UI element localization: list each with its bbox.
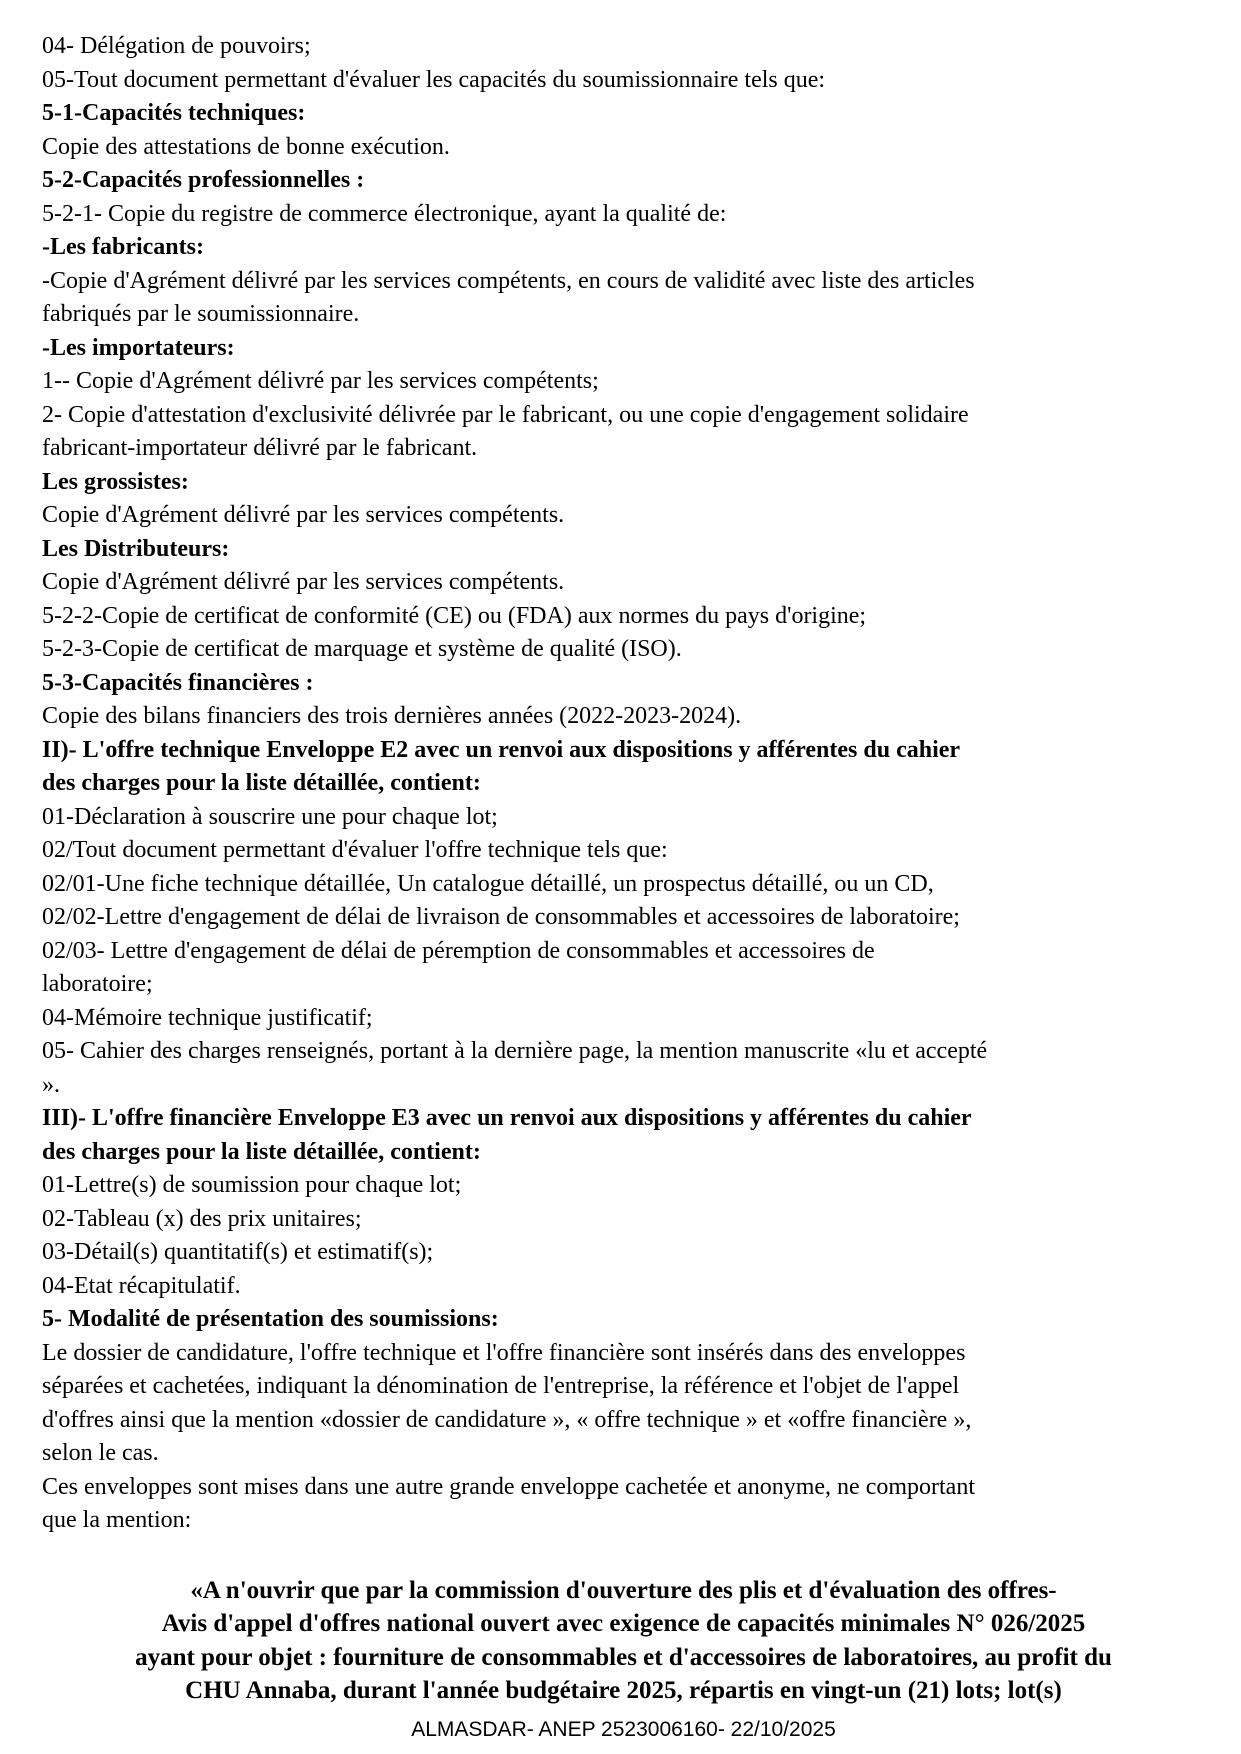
document-line: 1-- Copie d'Agrément délivré par les services compétents; bbox=[42, 368, 599, 394]
document-line: 05-Tout document permettant d'évaluer les capacités du soumissionnaire tels que: bbox=[42, 66, 826, 93]
document-line: -Les importateurs: bbox=[42, 334, 235, 361]
document-line: -Les fabricants: bbox=[42, 234, 204, 260]
document-line: 04- Délégation de pouvoirs; bbox=[42, 33, 311, 59]
document-line: 02/Tout document permettant d'évaluer l'offre technique tels que: bbox=[42, 837, 668, 863]
document-line: d'offres ainsi que la mention «dossier de candidature », « offre technique » et «offre financière », bbox=[42, 1406, 972, 1433]
notice-line: Avis d'appel d'offres national ouvert avec exigence de capacités minimales N° 026/2025 bbox=[161, 1610, 1086, 1637]
document-line: 04-Etat récapitulatif. bbox=[42, 1272, 241, 1299]
document-line: 5-2-1- Copie du registre de commerce électronique, ayant la qualité de: bbox=[42, 200, 727, 227]
document-line: Ces enveloppes sont mises dans une autre grande enveloppe cachetée et anonyme, ne comportant bbox=[42, 1473, 975, 1500]
document-line: ». bbox=[42, 1071, 60, 1098]
document-line: II)- L'offre technique Enveloppe E2 avec un renvoi aux dispositions y afférentes du cahier bbox=[42, 736, 961, 763]
document-line: 01-Déclaration à souscrire une pour chaque lot; bbox=[42, 803, 498, 830]
document-line: 2- Copie d'attestation d'exclusivité délivrée par le fabricant, ou une copie d'engagement solidaire bbox=[42, 401, 969, 428]
document-line: Les grossistes: bbox=[42, 468, 189, 495]
document-line: fabricant-importateur délivré par le fabricant. bbox=[42, 435, 478, 461]
document-line: 02-Tableau (x) des prix unitaires; bbox=[42, 1205, 362, 1232]
document-line: Les Distributeurs: bbox=[42, 535, 230, 562]
document-line: 04-Mémoire technique justificatif; bbox=[42, 1004, 373, 1031]
document-line: 01-Lettre(s) de soumission pour chaque lot; bbox=[42, 1172, 462, 1198]
document-body bbox=[42, 30, 1205, 1538]
document-line: Copie des attestations de bonne exécution. bbox=[42, 133, 450, 160]
document-line: des charges pour la liste détaillée, contient: bbox=[42, 770, 481, 796]
document-line: laboratoire; bbox=[42, 971, 153, 997]
document-line: séparées et cachetées, indiquant la dénomination de l'entreprise, la référence et l'objet de l'appel bbox=[42, 1373, 960, 1399]
document-line: fabriqués par le soumissionnaire. bbox=[42, 301, 360, 327]
footer-credit: ALMASDAR- ANEP 2523006160- 22/10/2025 bbox=[411, 1717, 836, 1741]
document-line: 02/02-Lettre d'engagement de délai de livraison de consommables et accessoires de laboratoire; bbox=[42, 904, 960, 930]
document-line: des charges pour la liste détaillée, contient: bbox=[42, 1138, 481, 1165]
document-line: Copie des bilans financiers des trois dernières années (2022-2023-2024). bbox=[42, 703, 742, 729]
document-line: 5-1-Capacités techniques: bbox=[42, 100, 306, 126]
document-line: 03-Détail(s) quantitatif(s) et estimatif(s); bbox=[42, 1239, 434, 1265]
document-line: 5-2-2-Copie de certificat de conformité (CE) ou (FDA) aux normes du pays d'origine; bbox=[42, 602, 867, 629]
document-line: Copie d'Agrément délivré par les services compétents. bbox=[42, 569, 565, 595]
notice-line: «A n'ouvrir que par la commission d'ouverture des plis et d'évaluation des offres- bbox=[190, 1576, 1057, 1604]
document-line: -Copie d'Agrément délivré par les services compétents, en cours de validité avec liste des articles bbox=[42, 267, 975, 294]
document-line: 05- Cahier des charges renseignés, portant à la dernière page, la mention manuscrite «lu et accepté bbox=[42, 1038, 988, 1064]
document-line: que la mention: bbox=[42, 1507, 192, 1533]
notice-line: CHU Annaba, durant l'année budgétaire 2025, répartis en vingt-un (21) lots; lot(s) bbox=[185, 1677, 1062, 1704]
document-line: 5-2-3-Copie de certificat de marquage et système de qualité (ISO). bbox=[42, 636, 682, 662]
document-line: Le dossier de candidature, l'offre technique et l'offre financière sont insérés dans des enveloppes bbox=[42, 1339, 966, 1366]
document-line: III)- L'offre financière Enveloppe E3 avec un renvoi aux dispositions y afférentes du cahier bbox=[42, 1105, 972, 1131]
document-line: 5-3-Capacités financières : bbox=[42, 669, 314, 696]
document-line: 02/03- Lettre d'engagement de délai de péremption de consommables et accessoires de bbox=[42, 937, 875, 964]
notice-block bbox=[42, 1574, 1205, 1708]
notice-line: ayant pour objet : fourniture de consommables et d'accessoires de laboratoires, au profit du bbox=[135, 1643, 1112, 1671]
document-line: Copie d'Agrément délivré par les services compétents. bbox=[42, 502, 565, 528]
document-line: 02/01-Une fiche technique détaillée, Un catalogue détaillé, un prospectus détaillé, ou un CD, bbox=[42, 870, 934, 897]
document-line: selon le cas. bbox=[42, 1440, 159, 1466]
document-line: 5- Modalité de présentation des soumissions: bbox=[42, 1306, 499, 1332]
document-line: 5-2-Capacités professionnelles : bbox=[42, 167, 365, 193]
